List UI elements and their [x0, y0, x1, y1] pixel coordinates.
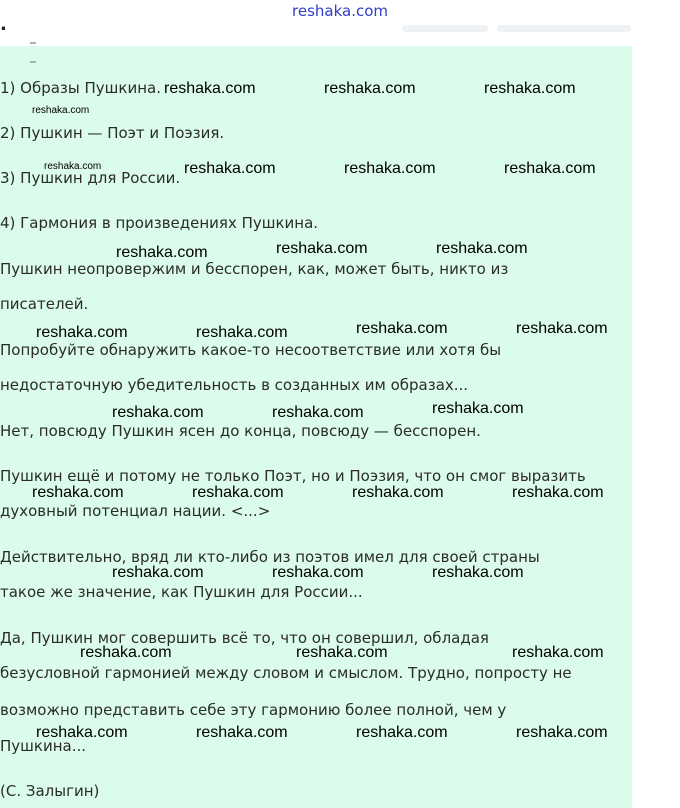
watermark: reshaka.com [344, 160, 436, 177]
watermark: reshaka.com [192, 484, 284, 501]
watermark: reshaka.com [32, 484, 124, 501]
watermark: reshaka.com [276, 240, 368, 257]
paragraph-line: возможно представить себе эту гармонию более полной, чем у [0, 701, 507, 719]
paragraph-line: Попробуйте обнаружить какое-то несоответствие или хотя бы [0, 341, 502, 359]
watermark: reshaka.com [164, 80, 256, 97]
watermark: reshaka.com [272, 564, 364, 581]
watermark: reshaka.com [196, 724, 288, 741]
outline-item: 4) Гармония в произведениях Пушкина. [0, 214, 319, 232]
clipped-text-fragment [30, 42, 70, 48]
paragraph-line: безусловной гармонией между словом и смыслом. Трудно, попросту не [0, 664, 572, 682]
outline-item: 2) Пушкин — Поэт и Поэзия. [0, 124, 225, 142]
watermark: reshaka.com [116, 244, 208, 261]
watermark: reshaka.com [512, 644, 604, 661]
paragraph-line: духовный потенциал нации. <...> [0, 502, 271, 520]
paragraph-line: Пушкина... [0, 737, 86, 755]
paragraph-line: Пушкин ещё и потому не только Поэт, но и Поэзия, что он смог выразить [0, 467, 586, 485]
paragraph-line: такое же значение, как Пушкин для России... [0, 583, 363, 601]
outline-item: 1) Образы Пушкина. [0, 79, 161, 97]
watermark: reshaka.com [112, 404, 204, 421]
watermark: reshaka.com [484, 80, 576, 97]
paragraph-line: Пушкин неопровержим и бесспорен, как, может быть, никто из [0, 260, 509, 278]
watermark: reshaka.com [80, 644, 172, 661]
watermark: reshaka.com [352, 484, 444, 501]
watermark: reshaka.com [324, 80, 416, 97]
watermark: reshaka.com [184, 160, 276, 177]
nav-placeholder-2 [497, 25, 631, 32]
watermark: reshaka.com [436, 240, 528, 257]
watermark: reshaka.com [516, 724, 608, 741]
watermark: reshaka.com [356, 320, 448, 337]
paragraph-line: Нет, повсюду Пушкин ясен до конца, повсюду — бесспорен. [0, 422, 481, 440]
watermark: reshaka.com [516, 320, 608, 337]
watermark: reshaka.com [44, 161, 102, 172]
top-bar [0, 0, 680, 46]
watermark: reshaka.com [32, 105, 90, 116]
watermark: reshaka.com [36, 724, 128, 741]
paragraph-line: Действительно, вряд ли кто-либо из поэтов имел для своей страны [0, 548, 540, 566]
watermark: reshaka.com [272, 404, 364, 421]
watermark: reshaka.com [196, 324, 288, 341]
outline-item: 3) Пушкин для России. [0, 169, 181, 187]
top-marker: . [0, 14, 7, 35]
watermark: reshaka.com [512, 484, 604, 501]
watermark: reshaka.com [504, 160, 596, 177]
paragraph-line: писателей. [0, 295, 89, 313]
watermark: reshaka.com [296, 644, 388, 661]
watermark: reshaka.com [36, 324, 128, 341]
watermark: reshaka.com [356, 724, 448, 741]
nav-placeholder-1 [402, 25, 488, 32]
paragraph-line: Да, Пушкин мог совершить всё то, что он совершил, обладая [0, 629, 489, 647]
site-logo[interactable]: reshaka.com [292, 2, 388, 20]
citation: (С. Залыгин) [0, 782, 100, 800]
watermark: reshaka.com [432, 400, 524, 417]
watermark: reshaka.com [112, 564, 204, 581]
paragraph-line: недостаточную убедительность в созданных им образах... [0, 376, 469, 394]
watermark: reshaka.com [432, 564, 524, 581]
